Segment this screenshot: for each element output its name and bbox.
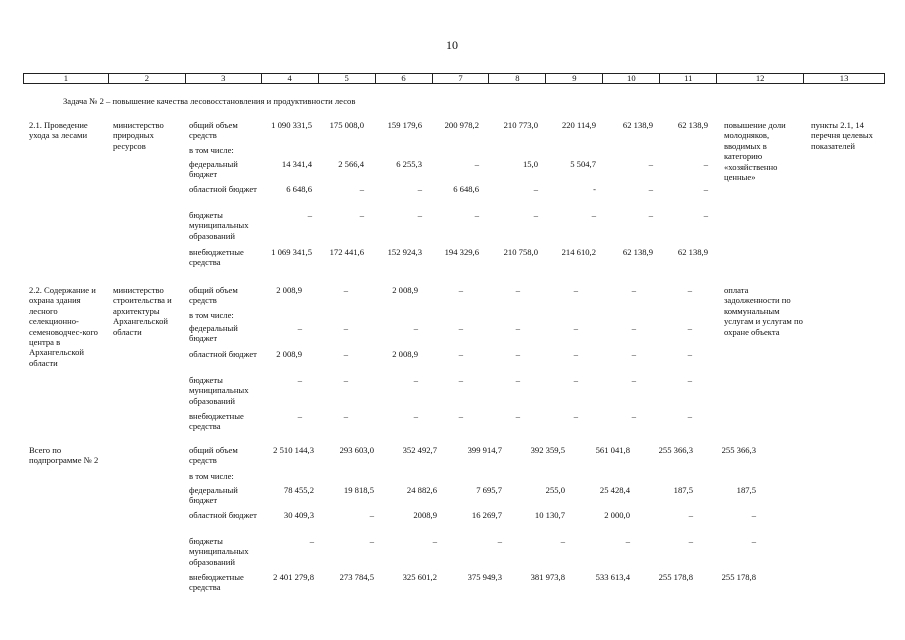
row-source-label: областной бюджет	[189, 184, 257, 194]
value-cell: –	[307, 210, 312, 220]
header-col-2: 2	[108, 74, 185, 83]
value-cell: –	[703, 184, 708, 194]
value-cell: 2 000,0	[604, 510, 630, 520]
value-cell: –	[687, 323, 692, 333]
value-cell: –	[458, 323, 463, 333]
row-source-label: федеральный бюджет	[189, 485, 238, 506]
value-cell: –	[359, 210, 364, 220]
value-cell: 2 510 144,3	[273, 445, 314, 455]
row-executor: министерство строительства и архитектуры Архангельской области	[113, 285, 172, 337]
value-cell: –	[413, 411, 418, 421]
value-cell: –	[413, 323, 418, 333]
value-cell: 187,5	[673, 485, 693, 495]
page-number: 10	[446, 38, 458, 52]
header-col-8: 8	[488, 74, 545, 83]
value-cell: –	[343, 375, 348, 385]
value-cell: 2 401 279,8	[273, 572, 314, 582]
value-cell: –	[591, 210, 596, 220]
row-source-label: общий объем средств	[189, 285, 238, 306]
value-cell: 210 758,0	[503, 247, 538, 257]
value-cell: –	[515, 349, 520, 359]
value-cell: 255 366,3	[658, 445, 693, 455]
row-source-label: бюджеты муниципальных образований	[189, 536, 249, 567]
value-cell: –	[688, 536, 693, 546]
value-cell: –	[297, 411, 302, 421]
value-cell: –	[573, 375, 578, 385]
value-cell: –	[687, 349, 692, 359]
row-source-label: общий объем средств	[189, 120, 238, 141]
value-cell: 2 008,9	[276, 285, 302, 295]
row-source-label: внебюджетные средства	[189, 411, 244, 432]
header-col-4: 4	[261, 74, 318, 83]
value-cell: 24 882,6	[406, 485, 437, 495]
value-cell: 352 492,7	[402, 445, 437, 455]
value-cell: –	[343, 323, 348, 333]
value-cell: –	[631, 375, 636, 385]
header-col-6: 6	[375, 74, 432, 83]
value-cell: –	[688, 510, 693, 520]
row-source-label: внебюджетные средства	[189, 572, 244, 593]
value-cell: 381 973,8	[530, 572, 565, 582]
value-cell: 62 138,9	[677, 247, 708, 257]
row-source-label: бюджеты муниципальных образований	[189, 210, 249, 241]
row-source-label: бюджеты муниципальных образований	[189, 375, 249, 406]
value-cell: –	[474, 210, 479, 220]
value-cell: 255,0	[545, 485, 565, 495]
value-cell: –	[458, 411, 463, 421]
value-cell: 561 041,8	[595, 445, 630, 455]
value-cell: –	[533, 184, 538, 194]
row-source-label: внебюджетные средства	[189, 247, 244, 268]
value-cell: –	[417, 210, 422, 220]
value-cell: –	[687, 285, 692, 295]
value-cell: –	[432, 536, 437, 546]
row-name: 2.2. Содержание и охрана здания лесного селекционно-семеноводчес-кого центра в Архангельской области	[29, 285, 98, 368]
row-source-label: в том числе:	[189, 310, 234, 320]
value-cell: –	[533, 210, 538, 220]
row-name: 2.1. Проведение ухода за лесами	[29, 120, 88, 141]
header-col-9: 9	[545, 74, 602, 83]
value-cell: 399 914,7	[467, 445, 502, 455]
value-cell: –	[458, 285, 463, 295]
value-cell: –	[343, 349, 348, 359]
value-cell: –	[573, 323, 578, 333]
value-cell: 533 613,4	[595, 572, 630, 582]
row-name: Всего по подпрограмме № 2	[29, 445, 99, 466]
value-cell: –	[309, 536, 314, 546]
value-cell: –	[515, 375, 520, 385]
value-cell: –	[751, 510, 756, 520]
value-cell: 6 648,6	[453, 184, 479, 194]
table-header-row	[23, 73, 885, 84]
value-cell: –	[703, 159, 708, 169]
value-cell: 220 114,9	[561, 120, 596, 130]
value-cell: 2008,9	[413, 510, 437, 520]
value-cell: 62 138,9	[622, 247, 653, 257]
value-cell: –	[631, 349, 636, 359]
value-cell: –	[631, 411, 636, 421]
value-cell: –	[515, 285, 520, 295]
value-cell: –	[297, 323, 302, 333]
value-cell: –	[648, 159, 653, 169]
header-col-10: 10	[602, 74, 659, 83]
row-source-label: в том числе:	[189, 145, 234, 155]
value-cell: 293 603,0	[339, 445, 374, 455]
value-cell: 2 008,9	[392, 349, 418, 359]
value-cell: –	[703, 210, 708, 220]
value-cell: –	[343, 285, 348, 295]
value-cell: –	[687, 411, 692, 421]
value-cell: 325 601,2	[402, 572, 437, 582]
value-cell: –	[560, 536, 565, 546]
value-cell: –	[413, 375, 418, 385]
value-cell: 175 008,0	[329, 120, 364, 130]
value-cell: –	[573, 285, 578, 295]
value-cell: –	[458, 375, 463, 385]
value-cell: 19 818,5	[343, 485, 374, 495]
value-cell: 273 784,5	[339, 572, 374, 582]
row-reference: пункты 2.1, 14 перечня целевых показателей	[811, 120, 873, 151]
value-cell: –	[573, 411, 578, 421]
value-cell: 200 978,2	[444, 120, 479, 130]
value-cell: 210 773,0	[503, 120, 538, 130]
value-cell: –	[417, 184, 422, 194]
header-col-12: 12	[716, 74, 803, 83]
value-cell: 7 695,7	[476, 485, 502, 495]
value-cell: 5 504,7	[570, 159, 596, 169]
value-cell: 16 269,7	[471, 510, 502, 520]
header-col-5: 5	[318, 74, 375, 83]
row-source-label: областной бюджет	[189, 510, 257, 520]
value-cell: –	[573, 349, 578, 359]
value-cell: 2 008,9	[276, 349, 302, 359]
header-col-1: 1	[63, 73, 69, 83]
header-col-3: 3	[185, 74, 261, 83]
value-cell: –	[631, 323, 636, 333]
value-cell: 6 648,6	[286, 184, 312, 194]
value-cell: 30 409,3	[283, 510, 314, 520]
value-cell: 10 130,7	[534, 510, 565, 520]
value-cell: 62 138,9	[677, 120, 708, 130]
value-cell: –	[687, 375, 692, 385]
header-col-7: 7	[432, 74, 489, 83]
value-cell: 375 949,3	[467, 572, 502, 582]
value-cell: 6 255,3	[396, 159, 422, 169]
value-cell: 214 610,2	[561, 247, 596, 257]
value-cell: –	[515, 411, 520, 421]
value-cell: 255 178,8	[721, 572, 756, 582]
row-source-label: областной бюджет	[189, 349, 257, 359]
value-cell: 15,0	[522, 159, 538, 169]
value-cell: –	[297, 375, 302, 385]
value-cell: 62 138,9	[622, 120, 653, 130]
value-cell: –	[648, 210, 653, 220]
value-cell: -	[593, 184, 596, 194]
value-cell: –	[458, 349, 463, 359]
header-col-13: 13	[803, 74, 884, 83]
row-source-label: общий объем средств	[189, 445, 238, 466]
row-source-label: в том числе:	[189, 471, 234, 481]
value-cell: 187,5	[736, 485, 756, 495]
value-cell: 194 329,6	[444, 247, 479, 257]
row-result: повышение доли молодняков, вводимых в категорию «хозяйственно ценные»	[724, 120, 786, 183]
value-cell: 25 428,4	[599, 485, 630, 495]
row-result: оплата задолженности по коммунальным услугам и услугам по охране объекта	[724, 285, 803, 337]
value-cell: –	[515, 323, 520, 333]
value-cell: –	[751, 536, 756, 546]
value-cell: 2 008,9	[392, 285, 418, 295]
value-cell: –	[343, 411, 348, 421]
value-cell: 2 566,4	[338, 159, 364, 169]
value-cell: –	[369, 510, 374, 520]
value-cell: 1 069 341,5	[271, 247, 312, 257]
row-source-label: федеральный бюджет	[189, 323, 238, 344]
row-executor: министерство природных ресурсов	[113, 120, 164, 151]
value-cell: –	[369, 536, 374, 546]
value-cell: 78 455,2	[283, 485, 314, 495]
header-col-11: 11	[659, 74, 716, 83]
value-cell: –	[648, 184, 653, 194]
value-cell: 14 341,4	[281, 159, 312, 169]
value-cell: 392 359,5	[530, 445, 565, 455]
value-cell: 255 366,3	[721, 445, 756, 455]
value-cell: –	[474, 159, 479, 169]
value-cell: 159 179,6	[387, 120, 422, 130]
value-cell: 1 090 331,5	[271, 120, 312, 130]
value-cell: –	[497, 536, 502, 546]
row-source-label: федеральный бюджет	[189, 159, 238, 180]
task-title: Задача № 2 – повышение качества лесовосстановления и продуктивности лесов	[63, 96, 356, 106]
value-cell: –	[631, 285, 636, 295]
value-cell: –	[359, 184, 364, 194]
value-cell: 172 441,6	[329, 247, 364, 257]
value-cell: 255 178,8	[658, 572, 693, 582]
value-cell: 152 924,3	[387, 247, 422, 257]
value-cell: –	[625, 536, 630, 546]
